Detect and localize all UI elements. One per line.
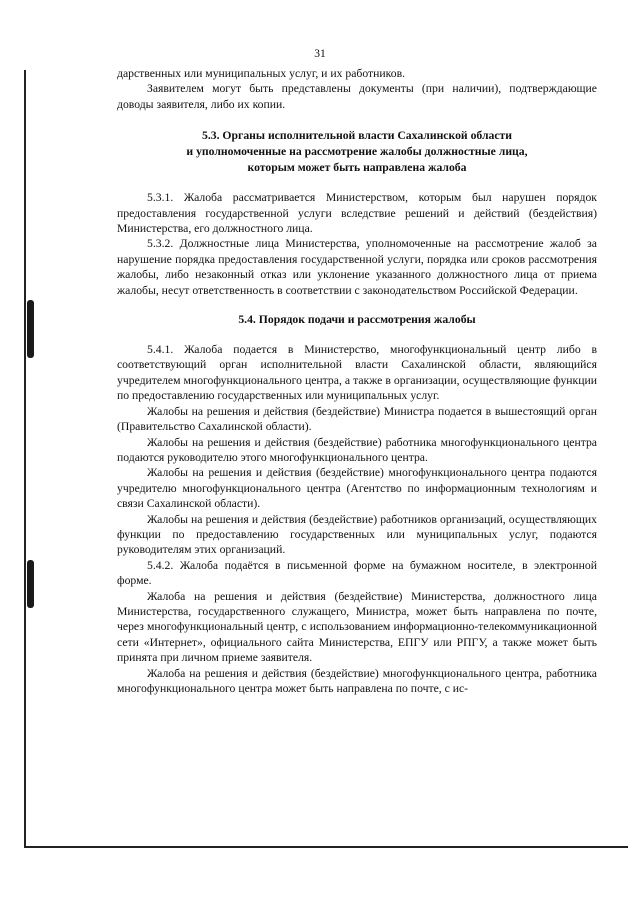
paragraph-5-4-2: 5.4.2. Жалоба подаётся в письменной форме на бумажном носителе, в электронной форме.	[117, 558, 597, 588]
paragraph: Жалоба на решения и действия (бездействие) Министерства, должностного лица Министерства, государственного служащего, Министра, может быть направлена по почте, через многофункциональный центр, с использованием информационно-телекоммуникационной сети «Интернет», официального сайта Министерства, ЕПГУ или РПГУ, а также может быть принята при личном приеме заявителя.	[117, 589, 597, 665]
binding-hole-mark-top	[27, 300, 34, 358]
paragraph: Жалоба на решения и действия (бездействие) многофункционального центра, работника многофункционального центра может быть направлена по почте, с ис-	[117, 666, 597, 695]
heading-line: которым может быть направлена жалоба	[247, 161, 467, 175]
document-body	[117, 66, 597, 696]
paragraph: Жалобы на решения и действия (бездействие) Министра подается в вышестоящий орган (Правительство Сахалинской области).	[117, 404, 597, 434]
paragraph: Жалобы на решения и действия (бездействие) многофункционального центра подаются учредителю многофункционального центра (Агентство по информационным технологиям и связи Сахалинской области).	[117, 466, 597, 511]
section-heading-5-4: 5.4. Порядок подачи и рассмотрения жалобы	[238, 313, 476, 327]
heading-line: 5.3. Органы исполнительной власти Сахалинской области	[201, 129, 513, 143]
page-number: 31	[314, 48, 326, 60]
scan-left-edge	[24, 70, 26, 848]
binding-hole-mark-bottom	[27, 560, 34, 608]
paragraph-5-3-2: 5.3.2. Должностные лица Министерства, уполномоченные на рассмотрение жалоб за нарушение порядка предоставления государственной услуги, порядка или сроков рассмотрения жалобы, либо незаконный отказ или уклонение указанного должностного лица от приема жалобы, несут ответственность в соответствии с законодательством Российской Федерации.	[117, 237, 597, 297]
paragraph-5-3-1: 5.3.1. Жалоба рассматривается Министерством, которым был нарушен порядок предоставления государственной услуги вследствие решений и действий (бездействия) Министерства, его должностного лица.	[117, 191, 597, 236]
paragraph: Заявителем могут быть представлены документы (при наличии), подтверждающие доводы заявителя, либо их копии.	[117, 82, 597, 111]
scan-bottom-edge	[24, 846, 628, 848]
paragraph: Жалобы на решения и действия (бездействие) работников организаций, осуществляющих функции по предоставлению государственных или муниципальных услуг, подаются руководителям этих организаций.	[117, 512, 597, 557]
heading-line: и уполномоченные на рассмотрение жалобы должностные лица,	[186, 145, 528, 159]
paragraph-continuation: дарственных или муниципальных услуг, и их работников.	[117, 67, 406, 80]
paragraph-5-4-1: 5.4.1. Жалоба подается в Министерство, многофункциональный центр либо в соответствующий орган исполнительной власти Сахалинской области, являющийся учредителем многофункционального центра, а также в организации, осуществляющие функции по предоставлению государственных или муниципальных услуг.	[117, 343, 597, 403]
section-heading-5-3	[117, 128, 597, 176]
paragraph: Жалобы на решения и действия (бездействие) работника многофункционального центра подаются руководителю этого многофункционального центра.	[117, 435, 597, 464]
